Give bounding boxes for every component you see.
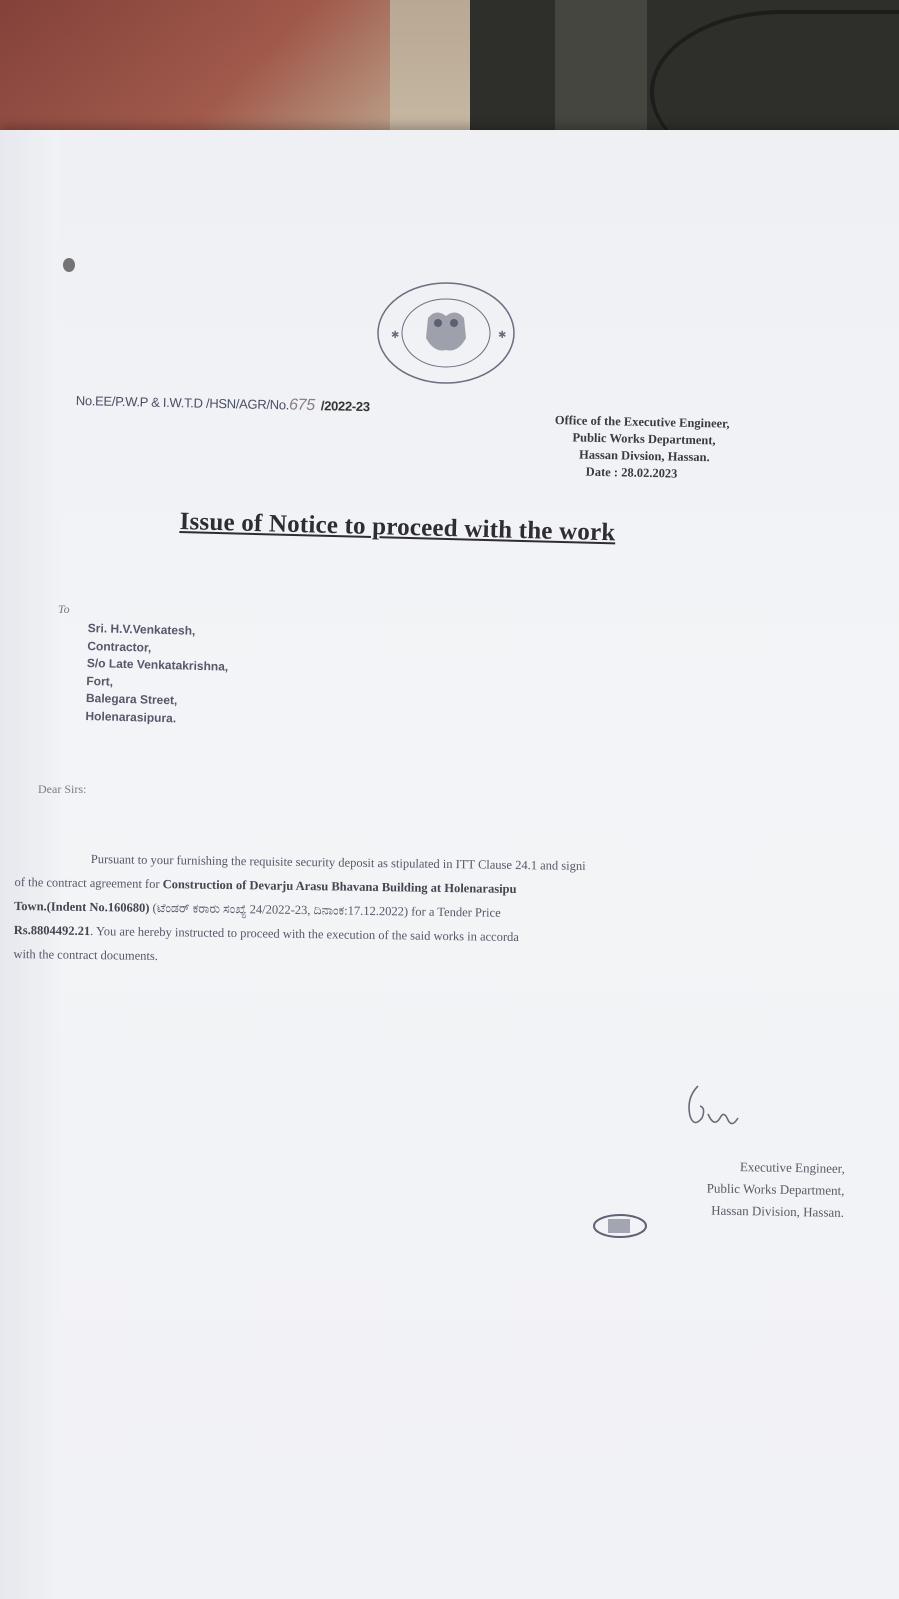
salutation: Dear Sirs: (38, 782, 87, 796)
government-seal (376, 278, 516, 388)
addressee-line: Sri. H.V.Venkatesh, (87, 620, 196, 638)
signatory-division: Hassan Division, Hassan. (711, 1202, 845, 1220)
office-line: Public Works Department, (572, 430, 716, 448)
addressee-line: Fort, (86, 673, 114, 689)
date-value: 28.02.2023 (621, 465, 678, 481)
office-line: Office of the Executive Engineer, (554, 412, 730, 431)
body-text-span: (ಟೆಂಡರ್ ಕರಾರು ಸಂಖ್ಯೆ 24/2022-23, ದಿನಾಂಕ:17.12.2022) for a Tender Price (149, 900, 501, 920)
addressee-line: Holenarasipura. (85, 708, 177, 725)
work-name: Construction of Devarju Arasu Bhavana Building at Holenarasipu (162, 877, 517, 897)
indent-number: Town.(Indent No.160680) (14, 898, 150, 915)
document-page (0, 130, 899, 1599)
addressee-line: Balegara Street, (85, 690, 178, 708)
punch-hole (63, 258, 75, 272)
date-label: Date : (585, 464, 619, 480)
svg-text:✱: ✱ (498, 330, 507, 341)
office-stamp-icon (592, 1212, 648, 1240)
reference-number (76, 392, 370, 416)
reference-handwritten-number: 675 (288, 396, 316, 415)
body-line: Pursuant to your furnishing the requisite security deposit as stipulated in ITT Clause 24.1 and signi (90, 852, 586, 873)
handwritten-signature-icon (680, 1078, 760, 1138)
office-address-block (554, 412, 815, 485)
reference-year: /2022-23 (320, 398, 370, 415)
body-text-span: of the contract agreement for (14, 874, 163, 892)
svg-text:✱: ✱ (391, 330, 400, 341)
signatory-department: Public Works Department, (706, 1180, 845, 1198)
seal-emblem-icon (376, 278, 516, 388)
reference-prefix: No.EE/P.W.P & I.W.T.D /HSN/AGR/No. (75, 392, 290, 413)
signatory-title: Executive Engineer, (739, 1159, 845, 1176)
tender-amount: Rs.8804492.21 (13, 922, 91, 939)
addressee-block (85, 620, 229, 729)
to-label: To (58, 602, 70, 616)
office-line: Hassan Divsion, Hassan. (578, 447, 710, 465)
document-title: Issue of Notice to proceed with the work (179, 508, 616, 547)
letter-body (13, 846, 895, 978)
red-folder-background (0, 0, 390, 140)
signature-block (619, 1154, 845, 1224)
addressee-line: S/o Late Venkatakrishna, (86, 655, 229, 674)
addressee-line: Contractor, (87, 638, 152, 655)
body-line: with the contract documents. (13, 946, 158, 964)
body-text-span: . You are hereby instructed to proceed with the execution of the said works in accorda (90, 924, 519, 945)
